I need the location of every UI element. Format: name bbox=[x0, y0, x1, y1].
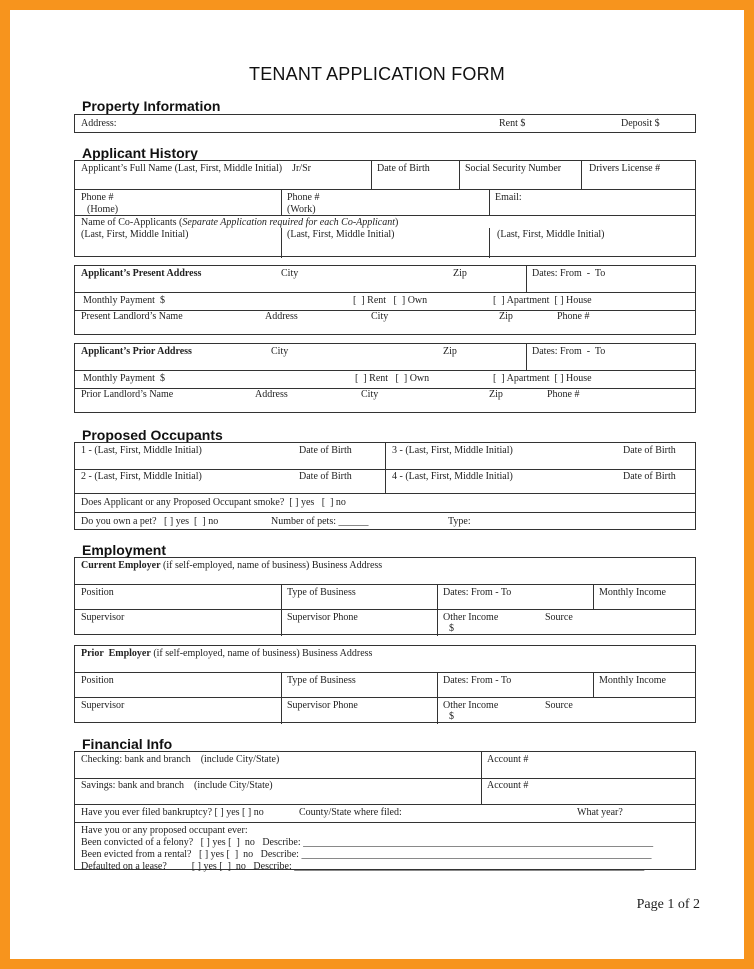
felony-question[interactable]: Been convicted of a felony? [ ] yes [ ] no Describe: ______________________________________________________________________ bbox=[81, 837, 654, 848]
pet-type-field[interactable]: Type: bbox=[448, 516, 471, 527]
current-position-field[interactable]: Position bbox=[81, 587, 114, 598]
prior-monthly-payment-field[interactable]: Monthly Payment $ bbox=[83, 373, 165, 384]
applicant-full-name-field[interactable]: Applicant’s Full Name (Last, First, Middle Initial) Jr/Sr bbox=[81, 163, 311, 174]
occupant-2-dob-field[interactable]: Date of Birth bbox=[299, 471, 352, 482]
occupant-4-name-field[interactable]: 4 - (Last, First, Middle Initial) bbox=[392, 471, 513, 482]
present-address-label: Applicant’s Present Address bbox=[81, 268, 202, 279]
section-heading-property: Property Information bbox=[82, 98, 221, 114]
present-apartment-house-checkbox[interactable]: [ ] Apartment [ ] House bbox=[493, 295, 592, 306]
section-heading-financial: Financial Info bbox=[82, 736, 173, 752]
prior-other-income-currency: $ bbox=[449, 711, 454, 722]
prior-landlord-field[interactable]: Prior Landlord’s Name bbox=[81, 389, 174, 400]
current-employer-box bbox=[74, 557, 696, 635]
occupant-2-name-field[interactable]: 2 - (Last, First, Middle Initial) bbox=[81, 471, 202, 482]
number-of-pets-field[interactable]: Number of pets: ______ bbox=[271, 516, 369, 527]
phone-work-sublabel: (Work) bbox=[287, 204, 316, 215]
phone-work-field[interactable]: Phone # bbox=[287, 192, 320, 203]
evicted-question[interactable]: Been evicted from a rental? [ ] yes [ ] no Describe: ______________________________________________________________________ bbox=[81, 849, 652, 860]
prior-monthly-income-field[interactable]: Monthly Income bbox=[599, 675, 666, 686]
prior-apartment-house-checkbox[interactable]: [ ] Apartment [ ] House bbox=[493, 373, 592, 384]
prior-landlord-address-field[interactable]: Address bbox=[255, 389, 288, 400]
present-rent-own-checkbox[interactable]: [ ] Rent [ ] Own bbox=[353, 295, 428, 306]
phone-home-sublabel: (Home) bbox=[87, 204, 119, 215]
prior-dates-field[interactable]: Dates: From - To bbox=[443, 675, 512, 686]
prior-landlord-zip-field[interactable]: Zip bbox=[489, 389, 503, 400]
occupant-4-dob-field[interactable]: Date of Birth bbox=[623, 471, 676, 482]
co-applicant-3-field[interactable]: (Last, First, Middle Initial) bbox=[497, 229, 605, 240]
section-heading-history: Applicant History bbox=[82, 145, 198, 161]
form-title: TENANT APPLICATION FORM bbox=[249, 64, 505, 84]
present-monthly-payment-field[interactable]: Monthly Payment $ bbox=[83, 295, 165, 306]
co-applicant-2-field[interactable]: (Last, First, Middle Initial) bbox=[287, 229, 395, 240]
present-landlord-address-field[interactable]: Address bbox=[265, 311, 298, 322]
occupant-3-name-field[interactable]: 3 - (Last, First, Middle Initial) bbox=[392, 445, 513, 456]
prior-employer-box bbox=[74, 645, 696, 723]
current-other-income-field[interactable]: Other Income bbox=[443, 612, 499, 623]
occupant-1-name-field[interactable]: 1 - (Last, First, Middle Initial) bbox=[81, 445, 202, 456]
smoke-checkbox[interactable]: Does Applicant or any Proposed Occupant smoke? [ ] yes [ ] no bbox=[81, 497, 346, 508]
prior-type-business-field[interactable]: Type of Business bbox=[287, 675, 356, 686]
prior-other-income-field[interactable]: Other Income bbox=[443, 700, 499, 711]
current-monthly-income-field[interactable]: Monthly Income bbox=[599, 587, 666, 598]
bankruptcy-county-field[interactable]: County/State where filed: bbox=[299, 807, 402, 818]
present-zip-field[interactable]: Zip bbox=[453, 268, 467, 279]
present-landlord-field[interactable]: Present Landlord’s Name bbox=[81, 311, 183, 322]
applicant-license-field[interactable]: Drivers License # bbox=[589, 163, 661, 174]
applicant-dob-field[interactable]: Date of Birth bbox=[377, 163, 430, 174]
page-number: Page 1 of 2 bbox=[636, 897, 700, 912]
current-income-source-field[interactable]: Source bbox=[545, 612, 573, 623]
current-employer-label[interactable]: Current Employer (if self-employed, name of business) Business Address bbox=[81, 560, 383, 571]
prior-employer-label[interactable]: Prior Employer (if self-employed, name of business) Business Address bbox=[81, 648, 373, 659]
bankruptcy-year-field[interactable]: What year? bbox=[577, 807, 623, 818]
co-applicant-1-field[interactable]: (Last, First, Middle Initial) bbox=[81, 229, 189, 240]
present-landlord-zip-field[interactable]: Zip bbox=[499, 311, 513, 322]
current-other-income-currency: $ bbox=[449, 623, 454, 634]
bankruptcy-checkbox[interactable]: Have you ever filed bankruptcy? [ ] yes [ ] no bbox=[81, 807, 264, 818]
phone-home-field[interactable]: Phone # bbox=[81, 192, 114, 203]
occupants-box bbox=[74, 442, 696, 530]
co-applicants-label: Name of Co-Applicants (Separate Application required for each Co-Applicant) bbox=[81, 217, 399, 228]
prior-address-label: Applicant’s Prior Address bbox=[81, 346, 192, 357]
present-city-field[interactable]: City bbox=[281, 268, 299, 279]
prior-dates-field[interactable]: Dates: From - To bbox=[532, 346, 606, 357]
prior-landlord-city-field[interactable]: City bbox=[361, 389, 379, 400]
prior-city-field[interactable]: City bbox=[271, 346, 289, 357]
financial-box bbox=[74, 751, 696, 870]
applicant-ssn-field[interactable]: Social Security Number bbox=[465, 163, 562, 174]
pet-checkbox[interactable]: Do you own a pet? [ ] yes [ ] no bbox=[81, 516, 219, 527]
property-address-field[interactable]: Address: bbox=[81, 118, 117, 129]
prior-zip-field[interactable]: Zip bbox=[443, 346, 457, 357]
current-type-business-field[interactable]: Type of Business bbox=[287, 587, 356, 598]
current-dates-field[interactable]: Dates: From - To bbox=[443, 587, 512, 598]
savings-bank-field[interactable]: Savings: bank and branch (include City/State) bbox=[81, 780, 273, 791]
present-landlord-city-field[interactable]: City bbox=[371, 311, 389, 322]
current-supervisor-field[interactable]: Supervisor bbox=[81, 612, 125, 623]
current-supervisor-phone-field[interactable]: Supervisor Phone bbox=[287, 612, 358, 623]
property-box bbox=[74, 114, 696, 133]
applicant-history-box bbox=[74, 160, 696, 257]
prior-supervisor-field[interactable]: Supervisor bbox=[81, 700, 125, 711]
present-dates-field[interactable]: Dates: From - To bbox=[532, 268, 606, 279]
prior-rent-own-checkbox[interactable]: [ ] Rent [ ] Own bbox=[355, 373, 430, 384]
savings-account-field[interactable]: Account # bbox=[487, 780, 529, 791]
prior-income-source-field[interactable]: Source bbox=[545, 700, 573, 711]
checking-account-field[interactable]: Account # bbox=[487, 754, 529, 765]
defaulted-question[interactable]: Defaulted on a lease? [ ] yes [ ] no Describe: ______________________________________________________________________ bbox=[81, 861, 645, 872]
prior-supervisor-phone-field[interactable]: Supervisor Phone bbox=[287, 700, 358, 711]
property-rent-field[interactable]: Rent $ bbox=[499, 118, 526, 129]
section-heading-occupants: Proposed Occupants bbox=[82, 427, 223, 443]
property-deposit-field[interactable]: Deposit $ bbox=[621, 118, 660, 129]
prior-position-field[interactable]: Position bbox=[81, 675, 114, 686]
present-address-box bbox=[74, 265, 696, 335]
occupant-1-dob-field[interactable]: Date of Birth bbox=[299, 445, 352, 456]
section-heading-employment: Employment bbox=[82, 542, 167, 558]
email-field[interactable]: Email: bbox=[495, 192, 522, 203]
checking-bank-field[interactable]: Checking: bank and branch (include City/State) bbox=[81, 754, 280, 765]
prior-landlord-phone-field[interactable]: Phone # bbox=[547, 389, 580, 400]
prior-address-box bbox=[74, 343, 696, 413]
ever-label: Have you or any proposed occupant ever: bbox=[81, 825, 248, 836]
occupant-3-dob-field[interactable]: Date of Birth bbox=[623, 445, 676, 456]
form-page bbox=[10, 10, 744, 959]
present-landlord-phone-field[interactable]: Phone # bbox=[557, 311, 590, 322]
